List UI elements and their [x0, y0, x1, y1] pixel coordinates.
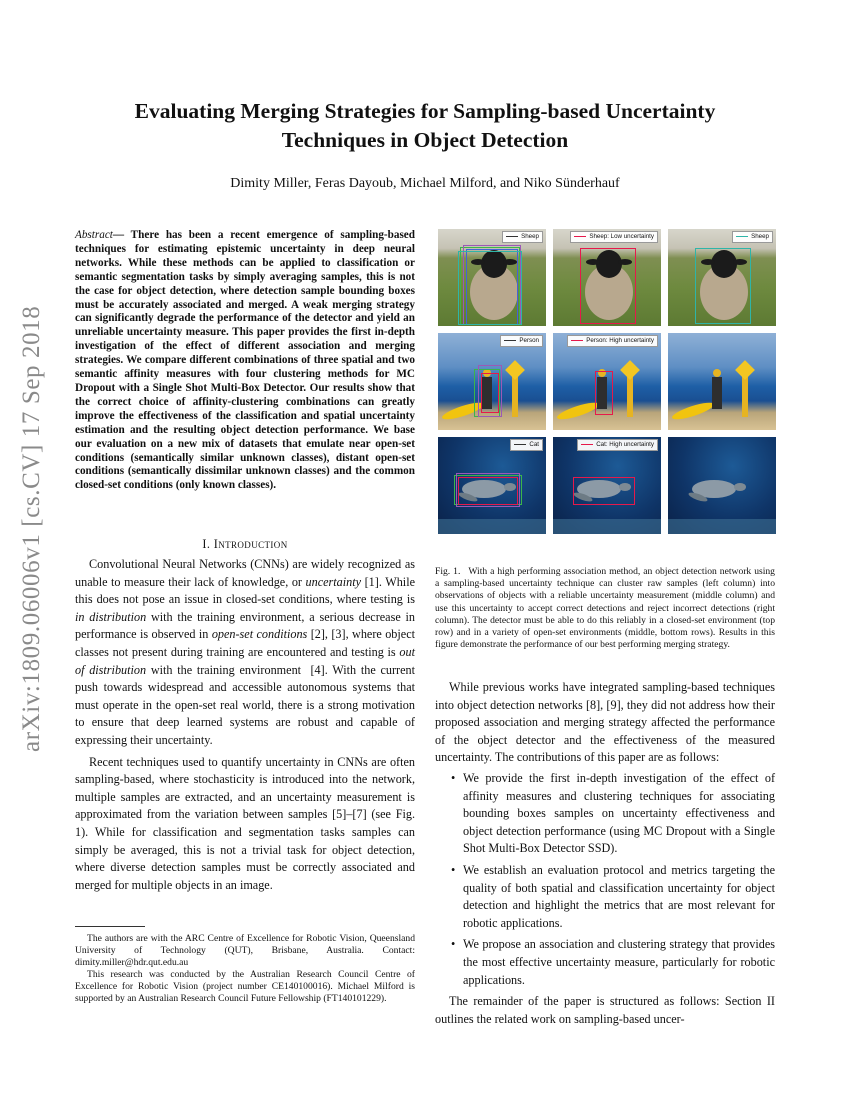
- legend-sea-merged: Cat: High uncertainty: [577, 439, 658, 451]
- paper-structure-paragraph: The remainder of the paper is structured as follows: Section II outlines the related work on sampling-based uncer-: [435, 994, 775, 1026]
- intro-paragraph-1: Convolutional Neural Networks (CNNs) are widely recognized as unable to measure their lack of knowledge, or uncertainty [1]. While this does not pose an issue in closed-set conditions, where testing is in distribution with the training environment, a serious decrease in performance is observed in open-set conditions [2], [3], where object classes not present during training are encountered and testing is out of distribution with the training environment [4]. With the current push towards widespread and accessible autonomous systems that must operate in the open-set real world, there is a strong motivation to ensure that deep learned systems are robust and capable of expressing their uncertainty.: [75, 557, 416, 747]
- caption-label: Fig. 1.: [435, 566, 461, 577]
- contributions-intro: While previous works have integrated sampling-based techniques into object detection networks [8], [9], they did not address how their proposed association and merging strategy affected the performance of the object detector and the effectiveness of the measured uncertainty. The contributions of this paper are as follows:: [435, 680, 775, 765]
- footnote-rule: [75, 926, 145, 927]
- contribution-item: • We propose an association and clustering strategy that provides the most effective uncertainty measure, particularly for robotic applications.: [435, 936, 775, 989]
- section-title: Introduction: [213, 537, 288, 551]
- beach-image: [668, 333, 776, 430]
- legend-beach-merged: Person: High uncertainty: [567, 335, 658, 347]
- fig-beach-merged: [553, 333, 661, 430]
- caption-text: With a high performing association method, an object detection network using a sampling-based uncertainty technique can cluster raw samples (left column) into observations of objects with a reliable uncertainty measurement (middle column) and use this uncertainty to accept correct detections and reject incorrect detections (right column). The detector must be able to do this reliably in a closed-set environment (top row) and in a variety of open-set environments (middle, bottom rows). Results in this figure demonstrate the performance of our best performing merging strategy.: [435, 566, 775, 651]
- legend-beach-raw: Person: [500, 335, 543, 347]
- footnote-affiliation: The authors are with the ARC Centre of Excellence for Robotic Vision, Queensland University of Technology (QUT), Brisbane, Australia. Contact: dimity.miller@hdr.qut.edu.au: [75, 933, 415, 968]
- fig-sheep-merged: [553, 229, 661, 326]
- figure-1: [438, 229, 776, 539]
- fig-sea-merged: [553, 437, 661, 534]
- author-list: Dimity Miller, Feras Dayoub, Michael Milford, and Niko Sünderhauf: [230, 176, 620, 191]
- fig-beach-raw: [438, 333, 546, 430]
- intro-paragraph-2: Recent techniques used to quantify uncertainty in CNNs are often sampling-based, where stochasticity is introduced into the network, multiple samples are extracted, and an uncertainty measurement is approximated from the variation between samples [5]–[7] (see Fig. 1). While for classification and segmentation tasks samples can simply be averaged, this is not a trivial task for object detection, where diverse detection samples must be correctly associated and merged for multiple objects in an image.: [75, 754, 415, 892]
- figure-1-caption: [435, 566, 775, 651]
- contribution-list: [435, 770, 775, 989]
- fig-sea-raw: [438, 437, 546, 534]
- title-line-1: Evaluating Merging Strategies for Sampling-based Uncertainty: [134, 99, 716, 123]
- turtle-image: [668, 437, 776, 534]
- contribution-item: • We establish an evaluation protocol and metrics targeting the quality of both spatial and classification uncertainty for object detection and highlight the metrics that are most relevant for robotic applications.: [435, 862, 775, 932]
- legend-sheep-final: Sheep: [732, 231, 773, 243]
- fig-sea-final: [668, 437, 776, 534]
- introduction-body: [75, 556, 415, 894]
- legend-sheep-merged: Sheep: Low uncertainty: [570, 231, 658, 243]
- section-number: I.: [202, 537, 211, 551]
- legend-sheep-raw: Sheep: [502, 231, 543, 243]
- contribution-item: • We provide the first in-depth investigation of the effect of affinity measures and clustering techniques for associating bounding boxes samples on uncertainty effectiveness and object detection performance (using MC Dropout with a Single Shot Multi-Box Detector SSD).: [435, 770, 775, 858]
- abstract-label: Abstract: [75, 229, 113, 241]
- section-heading-introduction: [75, 537, 415, 552]
- fig-sheep-final: [668, 229, 776, 326]
- title-line-2: Techniques in Object Detection: [281, 128, 569, 152]
- arxiv-side-stamp: arXiv:1809.06006v1 [cs.CV] 17 Sep 2018: [18, 305, 45, 752]
- footnote-funding: This research was conducted by the Australian Research Council Centre of Excellence for Robotic Vision (project number CE140100016). Michael Milford is supported by an Australian Research Council Future Fellowship (FT140101229).: [75, 968, 415, 1004]
- paper-title: [60, 97, 790, 155]
- right-column-body: [435, 679, 775, 1028]
- legend-sea-raw: Cat: [510, 439, 543, 451]
- abstract-text: — There has been a recent emergence of sampling-based techniques for estimating epistemic uncertainty in deep neural networks. While these methods can be applied to classification or semantic segmentation tasks by simply averaging samples, this is not the case for object detection, where detection sample bounding boxes must be accurately associated and merged. A weak merging strategy can significantly degrade the performance of the detector and yield an unreliable uncertainty measure. This paper provides the first in-depth investigation of the effect of different association and merging strategies. We compare different combinations of three spatial and two semantic affinity measures with four clustering methods for MC Dropout with a Single Shot Multi-Box Detector. Our results show that the correct choice of affinity-clustering combinations can greatly improve the effectiveness of the classification and spatial uncertainty estimation and the resulting object detection performance. We base our evaluation on a new mix of datasets that emulate near open-set conditions (semantically similar unknown classes), distant open-set conditions (semantically dissimilar unknown classes) and the common closed-set conditions (only known classes).: [75, 229, 415, 492]
- footnotes: [75, 933, 415, 1004]
- abstract: [75, 229, 415, 493]
- fig-beach-final: [668, 333, 776, 430]
- fig-sheep-raw: [438, 229, 546, 326]
